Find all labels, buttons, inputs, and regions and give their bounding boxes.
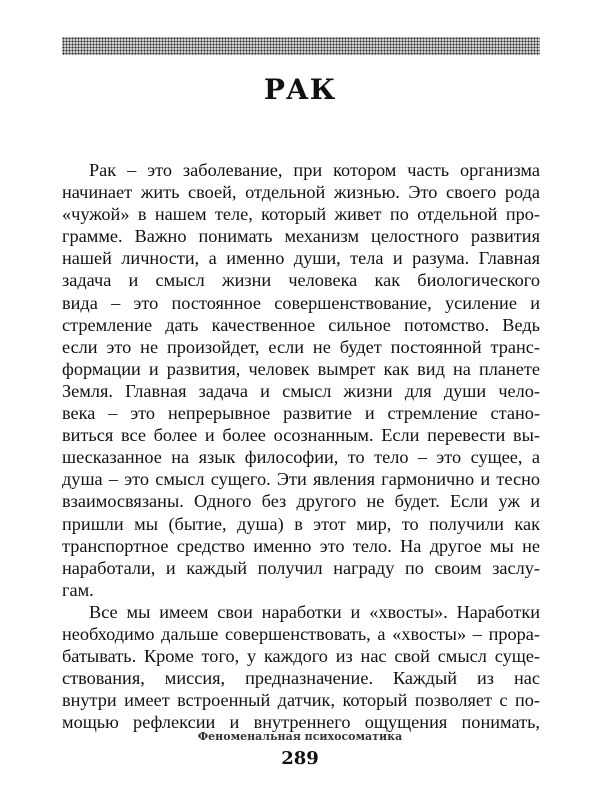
text-line: «чужой» в нашем теле, который живет по отдельной про- <box>62 204 540 225</box>
text-line: Земля. Главная задача и смысл жизни для души чело- <box>62 380 540 401</box>
text-line: Рак – это заболевание, при котором часть организма <box>89 160 540 180</box>
decorative-dotted-band <box>62 37 540 55</box>
text-line: задача и смысл жизни человека как биологического <box>62 270 540 291</box>
text-line: душа – это смысл сущего. Эти явления гармонично и тесно <box>62 469 540 490</box>
text-line: ствования, миссия, предназначение. Каждый из нас <box>62 668 540 689</box>
text-line: пришли мы (бытие, душа) в этот мир, то получили как <box>62 513 540 534</box>
text-line: необходимо дальше совершенствовать, а «хвосты» – прора- <box>62 623 540 644</box>
page-number: 289 <box>281 748 319 769</box>
text-line: гам. <box>62 579 94 600</box>
chapter-title: РАК <box>263 73 337 106</box>
text-line: формации и развития, человек вымрет как вид на планете <box>62 358 540 379</box>
text-line: внутри имеет встроенный датчик, который позволяет с по- <box>62 690 540 711</box>
text-line: Все мы имеем свои наработки и «хвосты». Наработки <box>89 601 540 622</box>
text-line: стремление дать качественное сильное потомство. Ведь <box>62 314 540 335</box>
text-line: виться все более и более осознанным. Если перевести вы- <box>62 425 540 446</box>
text-line: если это не произойдет, если не будет постоянной транс- <box>62 336 540 357</box>
text-line: взаимосвязаны. Одного без другого не будет. Если уж и <box>62 491 540 512</box>
text-line: нашей личности, а именно души, тела и разума. Главная <box>62 248 540 269</box>
text-line: грамме. Важно понимать механизм целостного развития <box>62 226 540 247</box>
text-line: века – это непрерывное развитие и стремление стано- <box>62 403 540 424</box>
text-line: вида – это постоянное совершенствование, усиление и <box>62 292 540 313</box>
text-line: батывать. Кроме того, у каждого из нас свой смысл суще- <box>62 646 540 667</box>
body-text <box>62 159 540 733</box>
text-line: шесказанное на язык философии, то тело – это сущее, а <box>62 447 540 468</box>
text-line: наработали, и каждый получил награду по своим заслу- <box>62 557 540 578</box>
text-line: мощью рефлексии и внутреннего ощущения понимать, <box>62 712 540 733</box>
text-line: транспортное средство именно это тело. На другое мы не <box>62 535 540 556</box>
running-footer-book-title: Феноменальная психосоматика <box>197 730 403 743</box>
text-line: начинает жить своей, отдельной жизнью. Это своего рода <box>62 182 540 203</box>
